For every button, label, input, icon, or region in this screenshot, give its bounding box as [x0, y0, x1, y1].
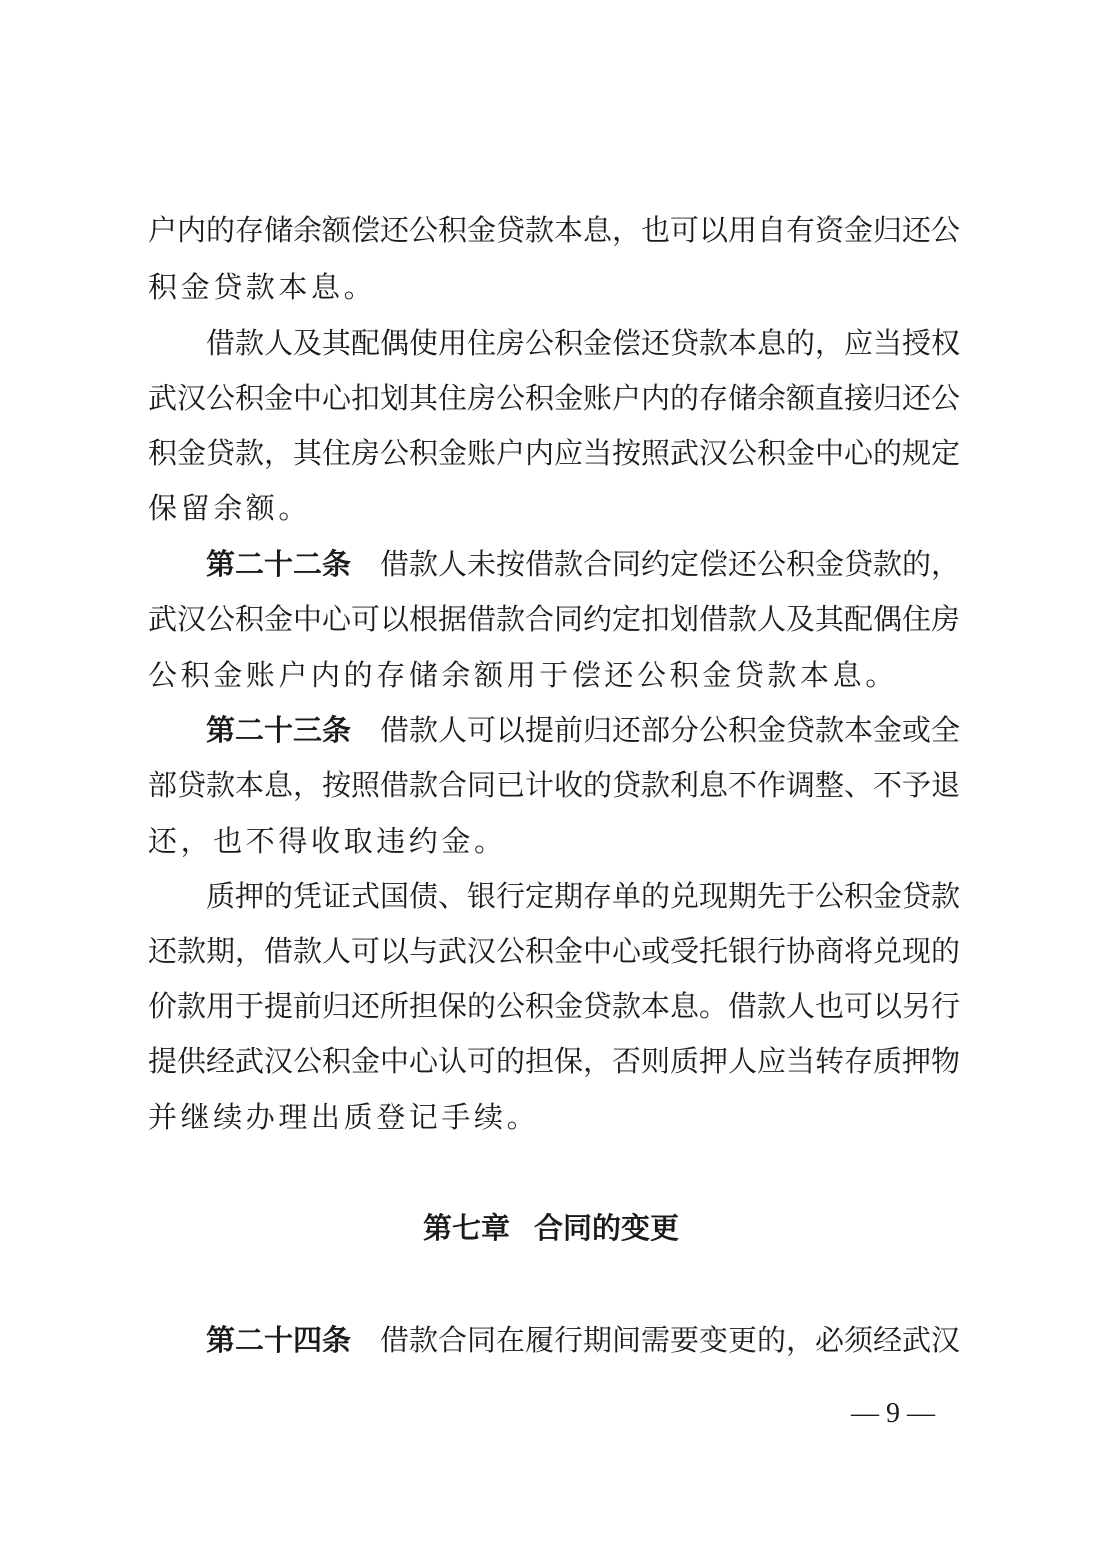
paragraph-line: 提供经武汉公积金中心认可的担保，否则质押人应当转存质押物: [148, 1044, 961, 1078]
page-number: — 9 —: [851, 1398, 935, 1429]
article-text: 借款合同在履行期间需要变更的，必须经武汉: [380, 1323, 961, 1357]
paragraph-line: 积金贷款本息。: [148, 270, 377, 304]
article-text: 借款人可以提前归还部分公积金贷款本金或全: [380, 713, 961, 747]
paragraph-line: 价款用于提前归还所担保的公积金贷款本息。借款人也可以另行: [148, 989, 961, 1023]
paragraph-line: 借款人及其配偶使用住房公积金偿还贷款本息的，应当授权: [206, 326, 961, 360]
paragraph-line: 积金贷款，其住房公积金账户内应当按照武汉公积金中心的规定: [148, 436, 961, 470]
paragraph-line: 武汉公积金中心可以根据借款合同约定扣划借款人及其配偶住房: [148, 602, 961, 636]
article-number: 第二十三条: [206, 713, 352, 747]
article-text: 借款人未按借款合同约定偿还公积金贷款的，: [380, 547, 961, 581]
paragraph-line: 还，也不得收取违约金。: [148, 824, 507, 858]
paragraph-line: 武汉公积金中心扣划其住房公积金账户内的存储余额直接归还公: [148, 381, 961, 415]
article-first-line: [206, 1320, 960, 1360]
chapter-heading: [0, 1206, 1102, 1250]
chapter-number: 第七章: [422, 1211, 510, 1245]
paragraph-line: 公积金账户内的存储余额用于偿还公积金贷款本息。: [148, 658, 898, 692]
chapter-title: 合同的变更: [534, 1211, 680, 1245]
article-number: 第二十四条: [206, 1323, 352, 1357]
article-first-line: [206, 710, 960, 750]
paragraph-line: 保留余额。: [148, 491, 312, 525]
paragraph-line: 质押的凭证式国债、银行定期存单的兑现期先于公积金贷款: [206, 879, 961, 913]
article-number: 第二十二条: [206, 547, 352, 581]
paragraph-line: 并继续办理出质登记手续。: [148, 1100, 540, 1134]
paragraph-line: 还款期，借款人可以与武汉公积金中心或受托银行协商将兑现的: [148, 934, 961, 968]
article-first-line: [206, 544, 960, 584]
paragraph-line: 户内的存储余额偿还公积金贷款本息，也可以用自有资金归还公: [148, 213, 961, 247]
paragraph-line: 部贷款本息，按照借款合同已计收的贷款利息不作调整、不予退: [148, 768, 961, 802]
